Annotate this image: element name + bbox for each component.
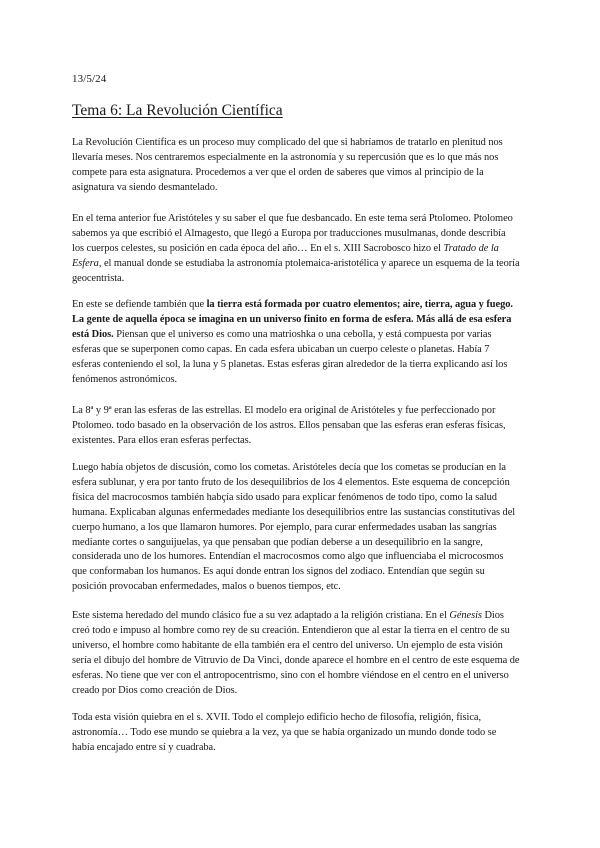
bold-elementos: la tierra está formada por cuatro elementos; aire, tierra, agua y fuego. La gente de aquella época se imagina en un universo finito en forma de esfera. Más allá de esa esfera está Dios.: [72, 299, 513, 340]
document-title: Tema 6: La Revolución Científica: [72, 102, 283, 119]
italic-tratado-esfera: Tratado de la Esfera: [72, 242, 499, 269]
paragraph-religion: Este sistema heredado del mundo clásico fue a su vez adaptado a la religión cristiana. En el Génesis Dios creó todo e impuso al hombre como rey de su creación. Entendieron que al estar la tierra en el centro de su universo, el hombre como habitante de ella también era el centro del universo. Un ejemplo de esta visión sería el dibujo del hombre de Vitruvio de Da Vinci, donde aparece el hombre en el centro de este esquema de esferas. No tiene que ver con el antropocentrismo, sino con el hombre viéndose en el centro en el universo creado por Dios como creación de Dios.: [72, 610, 520, 696]
paragraph-ptolomeo: En el tema anterior fue Aristóteles y su saber el que fue desbancado. En este tema será Ptolomeo. Ptolomeo sabemos ya que escribió el Almagesto, que llegó a Europa por traducciones musulmanas, donde describía los cuerpos celestes, su posición en cada época del año… En el s. XIII Sacrobosco hizo el Tratado de la Esfera, el manual donde se estudiaba la astronomía ptolemaica-aristotélica y aparece un esquema de la teoría geocentrista.: [72, 213, 520, 284]
document-date: 13/5/24: [72, 73, 107, 85]
paragraph-intro: La Revolución Científica es un proceso muy complicado del que si habríamos de tratarlo en plenitud nos llevaría meses. Nos centraremos especialmente en la astronomía y su repercusión que es lo que más nos compete para esta asignatura. Procedemos a ver que el orden de saberes que vimos al principio de la asignatura va siendo desmantelado.: [72, 137, 503, 193]
italic-genesis: Génesis: [449, 610, 482, 621]
paragraph-estrellas: La 8ª y 9ª eran las esferas de las estrellas. El modelo era original de Aristóteles y fue perfeccionado por Ptolomeo. todo basado en la observación de los astros. Ellos pensaban que las esferas eran esferas físicas, existentes. Para ellos eran esferas perfectas.: [72, 405, 506, 446]
paragraph-cometas: Luego había objetos de discusión, como los cometas. Aristóteles decía que los cometas se producían en la esfera sublunar, y era por tanto fruto de los desequilibrios de los 4 elementos. Este esquema de concepción física del macrocosmos también habçía sido usado para explicar fenómenos de todo tipo, como la salud humana. Explicaban algunas enfermedades mediante los desequilibrios entre las sustancias constitutivas del cuerpo humano, a los que llamaron humores. Por ejemplo, para curar enfermedades usaban las sangrías mediante cortes o sanguijuelas, ya que pensaban que podían deberse a un desequilibrio en la sangre, considerada uno de los humores. Entendían el macrocosmos como algo que influenciaba el microcosmos que conformaban los humanos. Es aquí donde entran los signos del zodiaco. Entendían que según su posición provocaban enfermedades, malos o buenos tiempos, etc.: [72, 462, 516, 593]
paragraph-esferas: En este se defiende también que la tierra está formada por cuatro elementos; aire, tierra, agua y fuego. La gente de aquella época se imagina en un universo finito en forma de esfera. Más allá de esa esfera está Dios. Piensan que el universo es como una matrioshka o una cebolla, y está compuesta por varias esferas que se superponen como capas. En cada esfera ubicaban un cuerpo celeste o planetas. Había 7 esferas conteniendo el sol, la luna y 5 planetas. Estas esferas giran alrededor de la tierra explicando así los fenómenos astronómicos.: [72, 299, 513, 385]
paragraph-quiebra: Toda esta visión quiebra en el s. XVII. Todo el complejo edificio hecho de filosofía, religión, física, astronomía… Todo ese mundo se quiebra a la vez, ya que se había organizado un mundo donde todo se había encajado entre sí y cuadraba.: [72, 712, 497, 753]
